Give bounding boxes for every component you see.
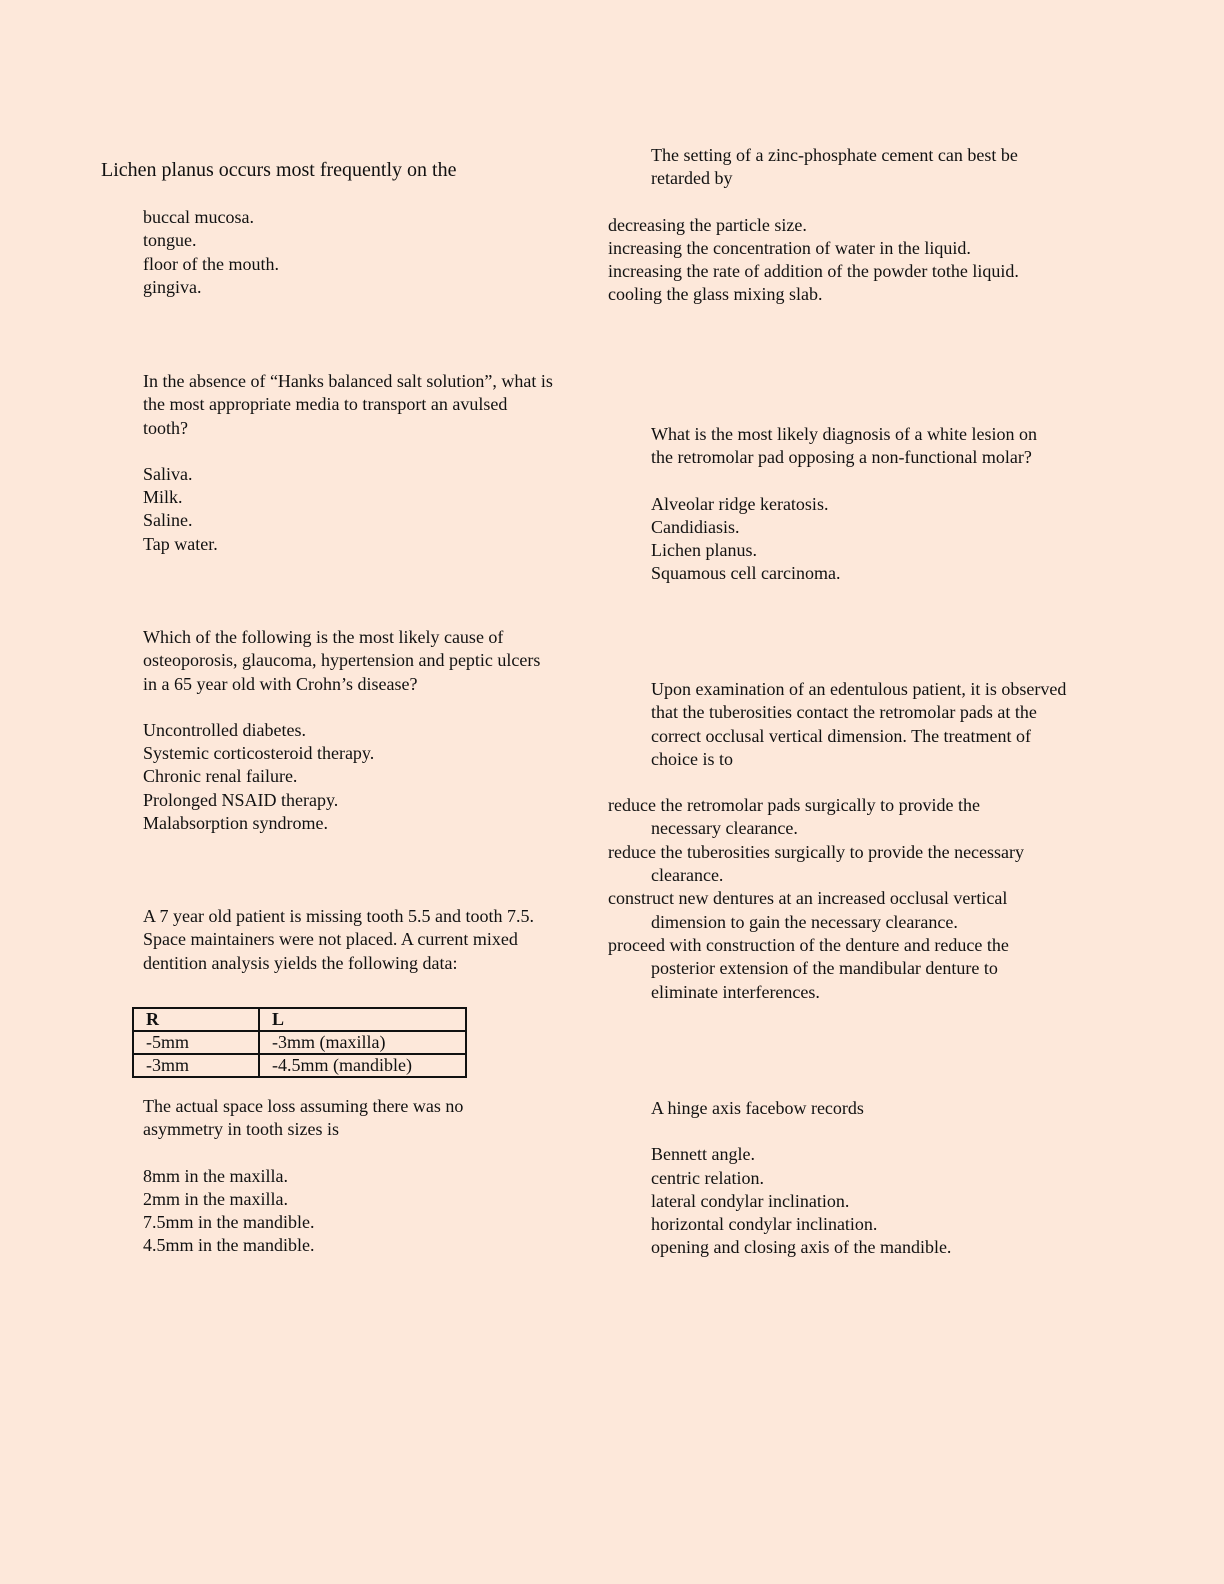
answer-option: tongue. bbox=[143, 230, 197, 251]
table-cell: -4.5mm (mandible) bbox=[259, 1054, 466, 1077]
answer-option: Squamous cell carcinoma. bbox=[651, 563, 841, 584]
question-followup: The actual space loss assuming there was no asymmetry in tooth sizes is bbox=[143, 1096, 464, 1140]
question-5 bbox=[608, 144, 1071, 307]
answer-option: increasing the rate of addition of the powder tothe liquid. bbox=[608, 261, 1019, 282]
answer-option: horizontal condylar inclination. bbox=[651, 1214, 878, 1235]
answer-option: 8mm in the maxilla. bbox=[143, 1165, 288, 1186]
answer-option: construct new dentures at an increased occlusal vertical dimension to gain the necessary clearance. bbox=[608, 888, 1008, 932]
question-stem: What is the most likely diagnosis of a white lesion on the retromolar pad opposing a non-functional molar? bbox=[651, 424, 1037, 468]
answer-option: Milk. bbox=[143, 487, 183, 508]
answer-option: centric relation. bbox=[651, 1167, 764, 1188]
answer-option: gingiva. bbox=[143, 276, 202, 297]
answer-option: Lichen planus. bbox=[651, 540, 757, 561]
answer-option: proceed with construction of the denture and reduce the posterior extension of the mandibular denture to eliminate interferences. bbox=[608, 934, 1009, 1002]
question-8 bbox=[651, 1097, 1071, 1260]
answer-option: lateral condylar inclination. bbox=[651, 1190, 850, 1211]
question-4-followup bbox=[143, 1095, 543, 1258]
question-stem: A hinge axis facebow records bbox=[651, 1098, 864, 1118]
answer-option: Saliva. bbox=[143, 463, 193, 484]
table-row bbox=[133, 1054, 466, 1077]
table-cell: -3mm (maxilla) bbox=[259, 1031, 466, 1054]
answer-option: increasing the concentration of water in the liquid. bbox=[608, 237, 971, 258]
table-header-l: L bbox=[259, 1008, 466, 1031]
answer-option: Prolonged NSAID therapy. bbox=[143, 789, 339, 810]
question-stem: In the absence of “Hanks balanced salt solution”, what is the most appropriate media to transport an avulsed tooth? bbox=[143, 371, 553, 438]
answer-option: Malabsorption syndrome. bbox=[143, 813, 328, 834]
table-cell: -5mm bbox=[133, 1031, 259, 1054]
answer-option: Chronic renal failure. bbox=[143, 766, 298, 787]
answer-option: Saline. bbox=[143, 510, 193, 531]
question-stem: Which of the following is the most likely cause of osteoporosis, glaucoma, hypertension and peptic ulcers in a 65 year old with Crohn’s disease? bbox=[143, 627, 541, 694]
answer-option: 4.5mm in the mandible. bbox=[143, 1235, 315, 1256]
answer-option: opening and closing axis of the mandible. bbox=[651, 1237, 952, 1258]
question-stem: A 7 year old patient is missing tooth 5.5 and tooth 7.5. Space maintainers were not placed. A current mixed dentition analysis yields the following data: bbox=[143, 906, 534, 973]
answer-option: Tap water. bbox=[143, 533, 218, 554]
answer-option: floor of the mouth. bbox=[143, 253, 279, 274]
table-row bbox=[133, 1031, 466, 1054]
answer-option: reduce the tuberosities surgically to provide the necessary clearance. bbox=[608, 841, 1025, 886]
answer-option: Systemic corticosteroid therapy. bbox=[143, 743, 375, 764]
question-3 bbox=[143, 626, 553, 835]
answer-option: Alveolar ridge keratosis. bbox=[651, 493, 829, 514]
answer-option: cooling the glass mixing slab. bbox=[608, 284, 823, 305]
question-stem: Lichen planus occurs most frequently on the bbox=[101, 159, 457, 181]
answer-option: Uncontrolled diabetes. bbox=[143, 719, 306, 740]
question-1-options bbox=[143, 206, 523, 299]
answer-option: reduce the retromolar pads surgically to provide the necessary clearance. bbox=[608, 795, 981, 839]
table-header-r: R bbox=[133, 1008, 259, 1031]
question-4 bbox=[143, 905, 563, 975]
answer-option: 2mm in the maxilla. bbox=[143, 1188, 288, 1209]
question-stem: Upon examination of an edentulous patient, it is observed that the tuberosities contact the retromolar pads at the correct occlusal vertical dimension. The treatment of choice is to bbox=[651, 679, 1067, 769]
table-cell: -3mm bbox=[133, 1054, 259, 1077]
question-stem: The setting of a zinc-phosphate cement can best be retarded by bbox=[651, 145, 1018, 189]
answer-option: Candidiasis. bbox=[651, 516, 740, 537]
question-1 bbox=[101, 158, 521, 182]
question-7 bbox=[608, 678, 1071, 1004]
answer-option: 7.5mm in the mandible. bbox=[143, 1212, 315, 1233]
question-2 bbox=[143, 370, 553, 556]
space-analysis-table bbox=[132, 1007, 467, 1078]
question-6 bbox=[651, 423, 1056, 586]
answer-option: decreasing the particle size. bbox=[608, 214, 807, 235]
answer-option: buccal mucosa. bbox=[143, 207, 254, 227]
answer-option: Bennett angle. bbox=[651, 1144, 755, 1165]
